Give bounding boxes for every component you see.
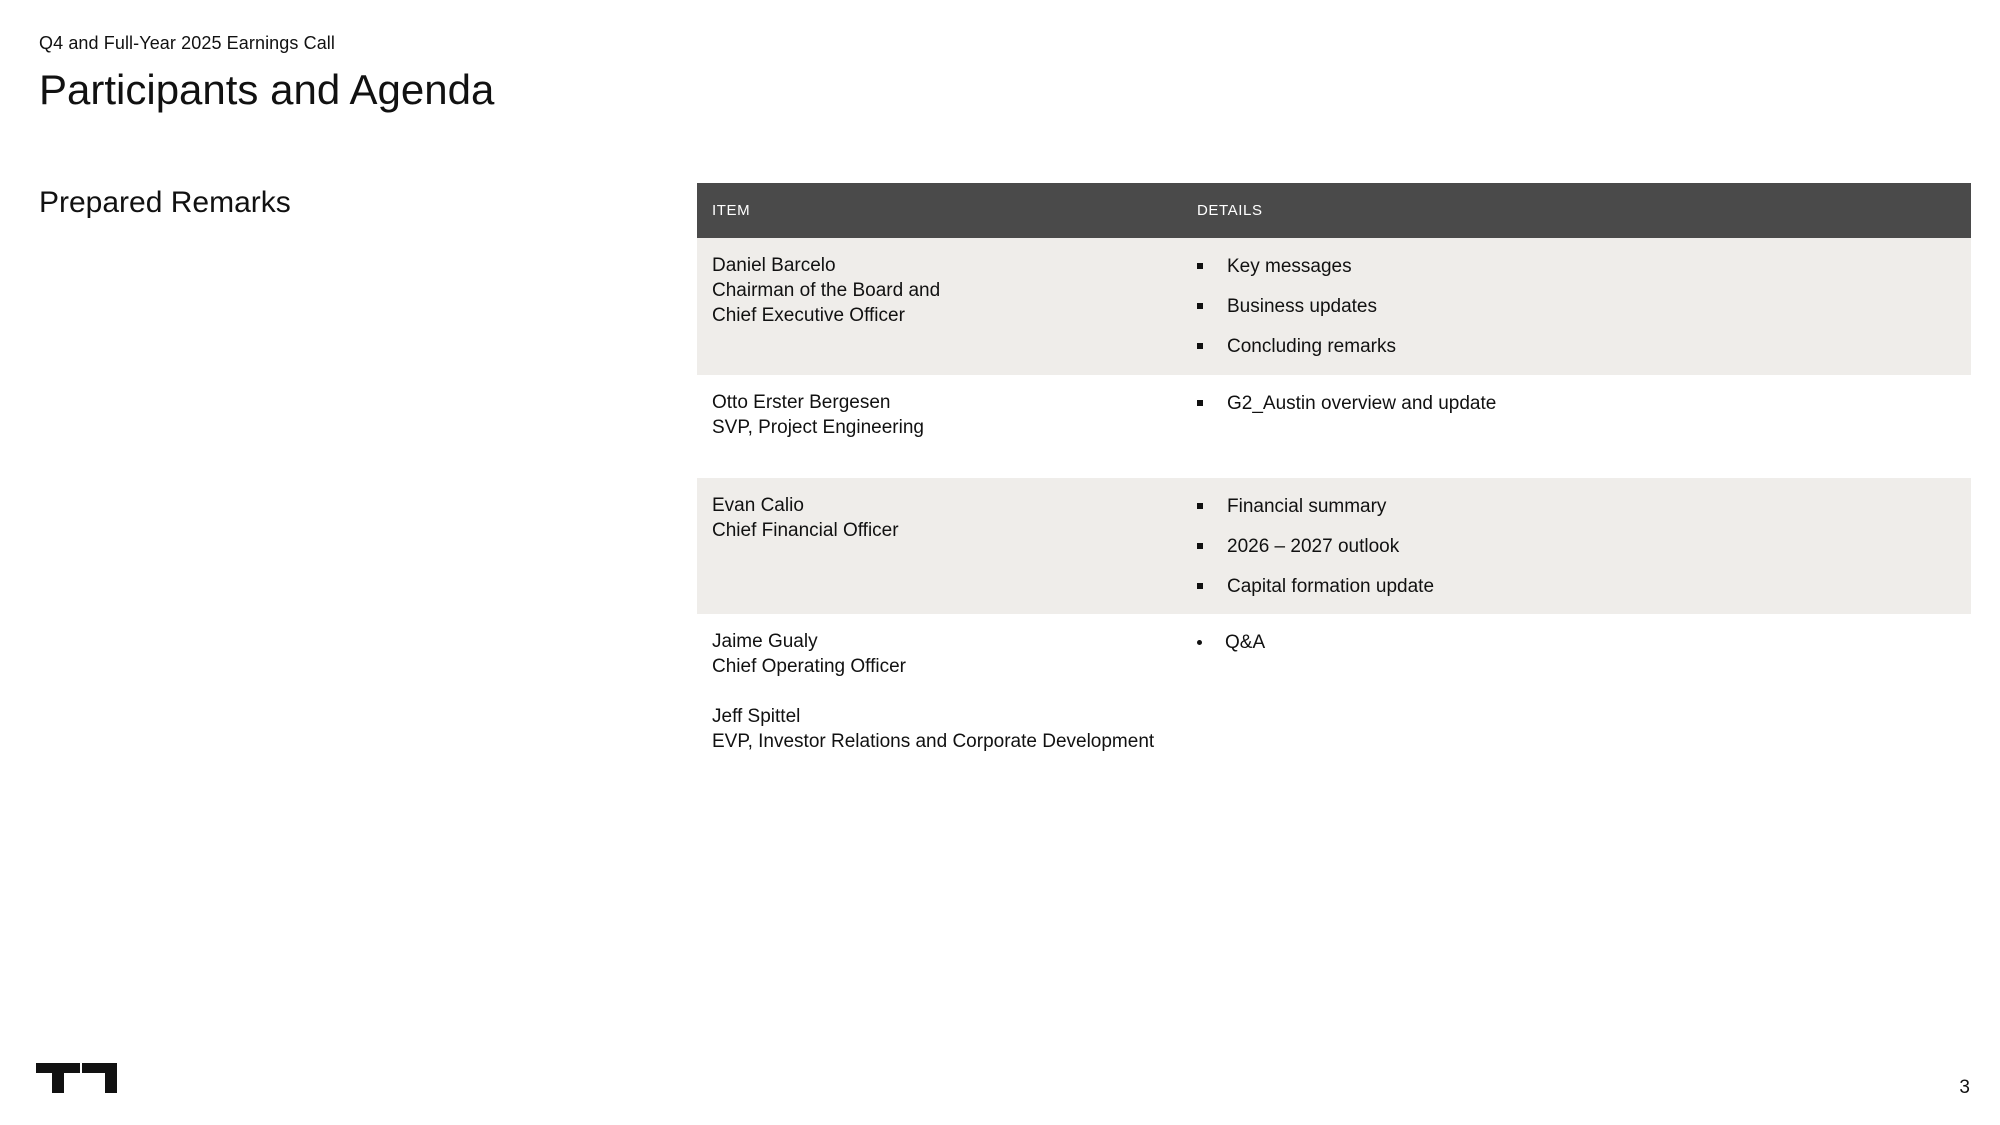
list-item	[1197, 334, 1971, 359]
list-item	[1197, 630, 1971, 655]
list-item	[1197, 294, 1971, 319]
square-bullet-icon	[1197, 503, 1203, 509]
participant-name: Otto Erster Bergesen	[712, 392, 891, 413]
table-row	[697, 238, 1971, 375]
participant-cell	[697, 375, 1197, 478]
table-row	[697, 614, 1971, 764]
details-cell	[1197, 238, 1971, 375]
detail-text: Business updates	[1227, 296, 1377, 317]
list-item	[1197, 494, 1971, 519]
detail-text: Q&A	[1225, 632, 1266, 653]
details-cell	[1197, 478, 1971, 614]
details-cell	[1197, 375, 1971, 478]
round-bullet-icon	[1197, 640, 1202, 645]
details-cell	[1197, 614, 1971, 764]
column-header-details: DETAILS	[1197, 202, 1263, 219]
square-bullet-icon	[1197, 303, 1203, 309]
participant-role: Chief Operating Officer	[712, 656, 906, 677]
participant-name: Jaime Gualy	[712, 631, 818, 652]
column-header-item: ITEM	[712, 202, 751, 219]
square-bullet-icon	[1197, 583, 1203, 589]
participant-role: SVP, Project Engineering	[712, 417, 924, 438]
detail-text: Capital formation update	[1227, 576, 1435, 597]
list-item	[1197, 574, 1971, 599]
details-list	[1197, 494, 1971, 599]
participant-cell	[697, 478, 1197, 614]
detail-text: Concluding remarks	[1227, 336, 1396, 357]
participant	[712, 493, 1197, 543]
participant-cell	[697, 238, 1197, 375]
deck-subtitle: Q4 and Full-Year 2025 Earnings Call	[39, 33, 336, 53]
details-list	[1197, 391, 1971, 416]
detail-text: Financial summary	[1227, 496, 1387, 517]
page-title: Participants and Agenda	[39, 66, 495, 113]
agenda-table	[697, 183, 1971, 764]
participant	[712, 253, 1197, 328]
square-bullet-icon	[1197, 343, 1203, 349]
participant	[712, 390, 1197, 440]
table-row	[697, 478, 1971, 614]
section-heading: Prepared Remarks	[39, 186, 291, 219]
details-list	[1197, 630, 1971, 655]
detail-text: G2_Austin overview and update	[1227, 393, 1497, 414]
participant-role: Chief Financial Officer	[712, 520, 899, 541]
list-item	[1197, 391, 1971, 416]
participant-name: Daniel Barcelo	[712, 255, 836, 276]
list-item	[1197, 254, 1971, 279]
participant-cell	[697, 614, 1197, 764]
participant-name: Jeff Spittel	[712, 706, 801, 727]
participant	[712, 704, 1197, 754]
details-list	[1197, 254, 1971, 359]
list-item	[1197, 534, 1971, 559]
participant-role: EVP, Investor Relations and Corporate Development	[712, 731, 1155, 752]
agenda-table-header	[697, 183, 1971, 238]
square-bullet-icon	[1197, 263, 1203, 269]
participant-role: Chairman of the Board and	[712, 280, 941, 301]
table-row	[697, 375, 1971, 478]
company-logo-icon	[36, 1063, 117, 1093]
square-bullet-icon	[1197, 400, 1203, 406]
participant	[712, 629, 1197, 679]
participant-name: Evan Calio	[712, 495, 804, 516]
page-number: 3	[1959, 1077, 1970, 1098]
detail-text: Key messages	[1227, 256, 1352, 277]
participant-role: Chief Executive Officer	[712, 305, 905, 326]
square-bullet-icon	[1197, 543, 1203, 549]
detail-text: 2026 – 2027 outlook	[1227, 536, 1400, 557]
